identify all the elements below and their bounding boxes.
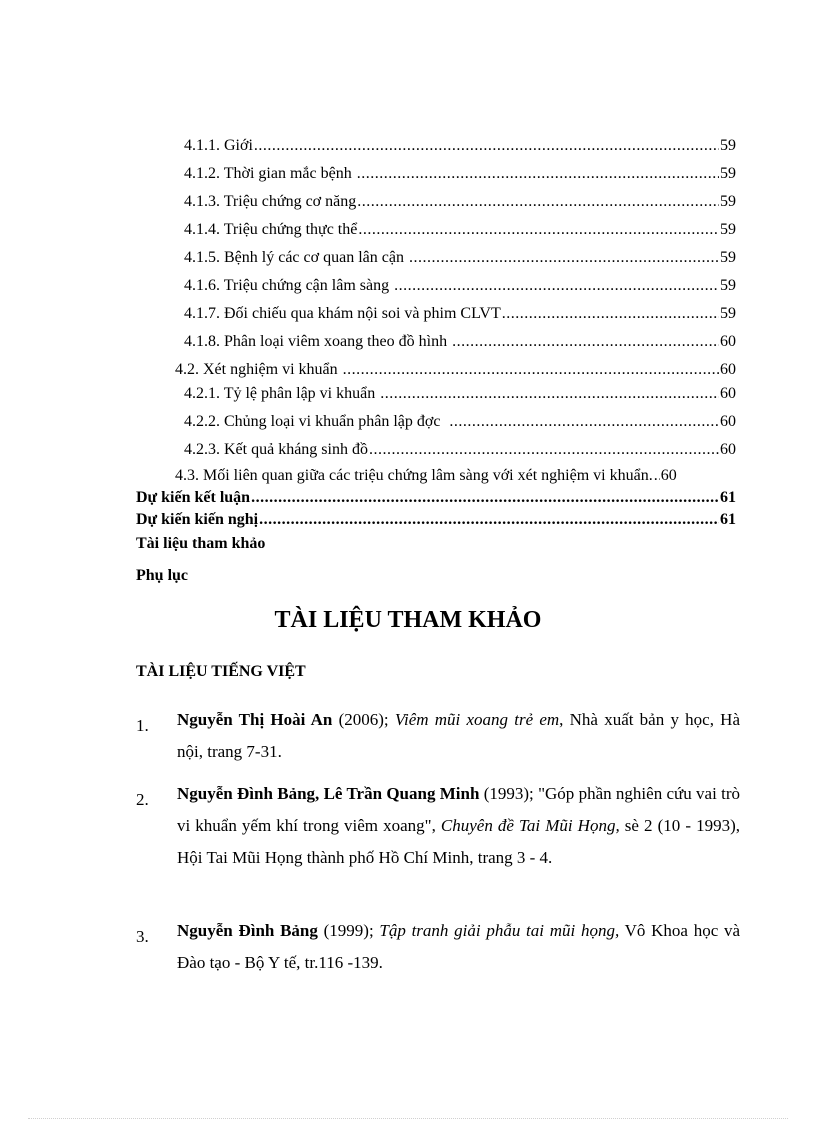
toc-page: 59 — [720, 137, 736, 154]
reference-number: 3. — [136, 927, 149, 946]
toc-page: 59 — [720, 221, 736, 238]
toc-page: 59 — [720, 305, 736, 322]
toc-label: Dự kiến kiến nghị — [136, 511, 259, 528]
toc-label: 4.1.6. Triệu chứng cận lâm sàng — [184, 277, 394, 294]
toc-label: 4.2.3. Kết quả kháng sinh đồ — [184, 441, 368, 458]
toc-label: 4.1.7. Đối chiếu qua khám nội soi và phim CLVT — [184, 305, 501, 322]
reference-publisher: , Nhà xuất bản y học, Hà nội, trang 7-31. — [177, 710, 741, 761]
leader-dots — [358, 220, 719, 240]
toc-label: 4.1.2. Thời gian mắc bệnh — [184, 165, 356, 182]
leader-dots — [409, 248, 719, 268]
reference-year: (2006); — [332, 710, 395, 729]
toc-appendix-line: Phụ lục — [136, 567, 189, 584]
leader-dots — [452, 332, 719, 352]
reference-title: Viêm mũi xoang trẻ em — [394, 710, 560, 729]
leader-dots — [502, 304, 719, 324]
reference-text — [177, 704, 740, 768]
reference-publisher: sè 2 (10 - 1993), Hội Tai Mũi Họng thành phố Hồ Chí Minh, trang 3 - 4. — [177, 816, 740, 867]
toc-row — [184, 218, 736, 240]
toc-label: 4.2. Xét nghiệm vi khuẩn — [175, 361, 342, 378]
toc-label: Dự kiến kết luận — [136, 489, 251, 506]
toc-row — [175, 358, 736, 380]
toc-row — [175, 464, 736, 486]
toc-page: 60 — [720, 361, 736, 378]
toc-page: 59 — [720, 277, 736, 294]
toc-page: 60 — [720, 441, 736, 458]
toc-row — [136, 486, 736, 508]
toc-page: 61 — [720, 489, 736, 506]
section-heading: TÀI LIỆU THAM KHẢO — [274, 607, 542, 633]
toc-label: 4.1.8. Phân loại viêm xoang theo đồ hình — [184, 333, 452, 350]
leader-dots — [449, 412, 719, 432]
toc-row — [184, 162, 736, 184]
toc-page: 60 — [720, 333, 736, 350]
toc-row — [184, 438, 736, 460]
reference-authors: Nguyễn Thị Hoài An — [177, 710, 333, 729]
reference-item — [136, 778, 740, 874]
leader-dots — [251, 488, 719, 508]
toc-label: 4.1.5. Bệnh lý các cơ quan lân cận — [184, 249, 408, 266]
toc-row — [184, 190, 736, 212]
toc-row — [184, 134, 736, 156]
toc-label: 4.2.2. Chủng loại vi khuẩn phân lập đợc — [184, 413, 449, 430]
leader-dots — [357, 192, 719, 212]
reference-authors: Nguyễn Đình Bảng — [177, 921, 318, 940]
toc-label: 4.1.1. Giới — [184, 137, 253, 154]
toc-row — [184, 246, 736, 268]
leader-dots — [357, 164, 719, 184]
toc-page: 59 — [720, 193, 736, 210]
toc-page: 59 — [720, 165, 736, 182]
toc-page: 60 — [720, 385, 736, 402]
toc-page: 61 — [720, 511, 736, 528]
toc-row — [184, 382, 736, 404]
toc-page: 59 — [720, 249, 736, 266]
toc-label: 4.1.4. Triệu chứng thực thể — [184, 221, 358, 238]
reference-authors: Nguyễn Đình Bảng, Lê Trần Quang Minh — [177, 784, 480, 803]
page-bottom-rule — [28, 1118, 788, 1119]
reference-item — [136, 915, 740, 979]
toc-label: 4.2.1. Tỷ lệ phân lập vi khuẩn — [184, 385, 380, 402]
reference-year: (1999); — [317, 921, 380, 940]
toc-page: 60 — [660, 467, 677, 484]
section-subheading: TÀI LIỆU TIẾNG VIỆT — [136, 663, 306, 680]
toc-row — [136, 508, 736, 530]
leader-dots — [254, 136, 719, 156]
leader-dots — [380, 384, 719, 404]
leader-dots — [343, 360, 719, 380]
toc-label: 4.1.3. Triệu chứng cơ năng — [184, 193, 357, 210]
reference-title: Tập tranh giải phẫu tai mũi họng, — [379, 921, 620, 940]
reference-item — [136, 704, 740, 768]
leader-dots — [259, 510, 719, 530]
toc-label: 4.3. Mối liên quan giữa các triệu chứng lâm sàng với xét nghiệm vi khuẩn. — [175, 467, 653, 484]
reference-year: (1993); "Góp phần nghiên cứu vai trò vi khuẩn yếm khí trong viêm xoang", — [177, 784, 740, 835]
toc-row — [184, 410, 736, 432]
reference-text — [177, 915, 740, 979]
reference-number: 1. — [136, 716, 149, 735]
toc-row — [184, 302, 736, 324]
toc-page: 60 — [720, 413, 736, 430]
leader-dots — [654, 466, 660, 486]
reference-number: 2. — [136, 790, 149, 809]
reference-title: Chuyên đề Tai Mũi Họng, — [440, 816, 620, 835]
reference-publisher: Vô Khoa học và Đào tạo - Bộ Y tế, tr.116 -139. — [177, 921, 741, 972]
toc-references-line: Tài liệu tham khảo — [136, 535, 266, 552]
leader-dots — [369, 440, 719, 460]
toc-row — [184, 274, 736, 296]
reference-text — [177, 778, 740, 874]
leader-dots — [394, 276, 719, 296]
toc-row — [184, 330, 736, 352]
